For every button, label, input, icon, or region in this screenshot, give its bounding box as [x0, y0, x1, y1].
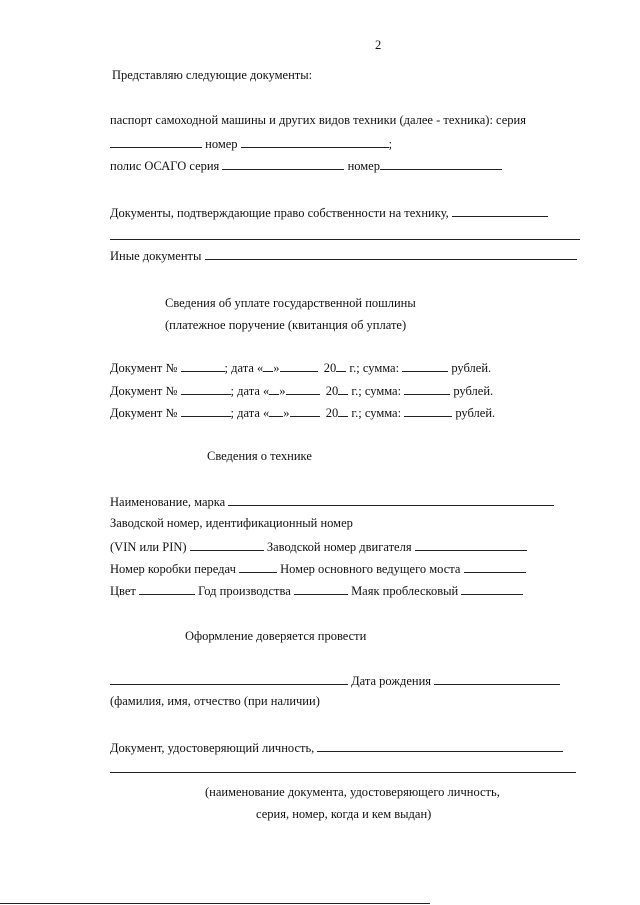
fee-month-field[interactable]: [286, 383, 320, 395]
other-docs-row: [110, 248, 577, 264]
fee-date-mid: »: [283, 406, 290, 420]
tech-name-row: [110, 494, 554, 510]
ownership-field[interactable]: [452, 205, 548, 217]
fee-date-mid: »: [273, 361, 280, 375]
ownership-continuation-line[interactable]: [110, 239, 580, 240]
osago-number-label: номер: [347, 159, 380, 173]
fee-doc-number-field[interactable]: [181, 360, 225, 372]
trust-fio-row: [110, 673, 560, 689]
fee-year-field[interactable]: [338, 383, 348, 395]
fee-month-field[interactable]: [280, 360, 318, 372]
tech-axle-label: Номер основного ведущего моста: [280, 562, 461, 576]
trust-birth-field[interactable]: [434, 673, 560, 685]
fee-doc-label: Документ №: [110, 361, 178, 375]
tech-color-row: [110, 583, 523, 599]
trust-id-note-1: (наименование документа, удостоверяющего личность,: [205, 785, 500, 799]
trust-id-label: Документ, удостоверяющий личность,: [110, 741, 315, 755]
tech-name-label: Наименование, марка: [110, 495, 226, 509]
fee-row-1: [110, 360, 491, 376]
tech-color-field[interactable]: [139, 583, 195, 595]
trust-fio-field[interactable]: [110, 673, 348, 685]
osago-series-field[interactable]: [222, 158, 344, 170]
tech-vin-label: (VIN или PIN): [110, 540, 187, 554]
fee-sum-field[interactable]: [402, 360, 448, 372]
fee-year-end: г.; сумма:: [348, 406, 402, 420]
tech-name-field[interactable]: [228, 494, 554, 506]
fee-year-label: 20: [323, 361, 337, 375]
fee-day-field[interactable]: [269, 405, 283, 417]
fee-subtitle: (платежное поручение (квитанция об уплате): [165, 318, 407, 332]
fee-day-field[interactable]: [263, 360, 273, 372]
fee-currency: рублей.: [451, 361, 492, 375]
fee-date-label: ; дата «: [230, 406, 270, 420]
passport-number-label: номер: [205, 137, 238, 151]
ownership-label: Документы, подтверждающие право собственности на технику,: [110, 206, 449, 220]
tech-gearbox-label: Номер коробки передач: [110, 562, 236, 576]
fee-day-field[interactable]: [269, 383, 279, 395]
fee-currency: рублей.: [455, 406, 496, 420]
page-number: 2: [375, 38, 382, 52]
other-docs-field[interactable]: [205, 248, 577, 260]
trust-title: Оформление доверяется провести: [185, 629, 367, 643]
fee-doc-number-field[interactable]: [181, 383, 231, 395]
fee-year-field[interactable]: [336, 360, 346, 372]
passport-number-row: [110, 136, 392, 152]
fee-year-label: 20: [325, 406, 339, 420]
fee-month-field[interactable]: [290, 405, 320, 417]
tech-axle-field[interactable]: [464, 561, 526, 573]
fee-year-end: г.; сумма:: [348, 384, 402, 398]
ownership-row: [110, 205, 548, 221]
trust-fio-note: (фамилия, имя, отчество (при наличии): [110, 694, 320, 708]
fee-row-2: [110, 383, 493, 399]
passport-number-field[interactable]: [241, 136, 389, 148]
tech-beacon-label: Маяк проблесковый: [351, 584, 459, 598]
trust-id-note-2: серия, номер, когда и кем выдан): [256, 807, 432, 821]
footer-line: [0, 903, 430, 904]
osago-series-label: полис ОСАГО серия: [110, 159, 220, 173]
tech-title: Сведения о технике: [207, 449, 312, 463]
fee-sum-field[interactable]: [404, 405, 452, 417]
tech-gearbox-field[interactable]: [239, 561, 277, 573]
tech-vin-row: [110, 539, 527, 555]
fee-year-label: 20: [325, 384, 339, 398]
trust-birth-label: Дата рождения: [351, 674, 432, 688]
fee-row-3: [110, 405, 495, 421]
fee-currency: рублей.: [453, 384, 494, 398]
documents-heading: Представляю следующие документы:: [112, 68, 313, 82]
trust-id-field[interactable]: [317, 740, 563, 752]
fee-doc-number-field[interactable]: [181, 405, 231, 417]
trust-id-continuation-line[interactable]: [110, 772, 576, 773]
passport-line: паспорт самоходной машины и других видов техники (далее - техника): серия: [110, 113, 526, 127]
other-docs-label: Иные документы: [110, 249, 202, 263]
tech-factory-id-label: Заводской номер, идентификационный номер: [110, 516, 353, 530]
tech-vin-field[interactable]: [190, 539, 264, 551]
fee-title: Сведения об уплате государственной пошлины: [165, 296, 416, 310]
fee-date-mid: »: [279, 384, 286, 398]
tech-year-field[interactable]: [294, 583, 348, 595]
passport-number-end: ;: [388, 137, 393, 151]
fee-sum-field[interactable]: [404, 383, 450, 395]
fee-doc-label: Документ №: [110, 406, 178, 420]
trust-id-row: [110, 740, 563, 756]
tech-beacon-field[interactable]: [461, 583, 523, 595]
osago-row: [110, 158, 502, 174]
tech-engine-label: Заводской номер двигателя: [266, 540, 412, 554]
tech-color-label: Цвет: [110, 584, 136, 598]
passport-series-field[interactable]: [110, 136, 202, 148]
fee-date-label: ; дата «: [224, 361, 264, 375]
osago-number-field[interactable]: [380, 158, 502, 170]
fee-doc-label: Документ №: [110, 384, 178, 398]
fee-year-field[interactable]: [338, 405, 348, 417]
tech-engine-field[interactable]: [415, 539, 527, 551]
fee-date-label: ; дата «: [230, 384, 270, 398]
tech-gearbox-row: [110, 561, 526, 577]
tech-year-label: Год производства: [198, 584, 291, 598]
fee-year-end: г.; сумма:: [346, 361, 400, 375]
